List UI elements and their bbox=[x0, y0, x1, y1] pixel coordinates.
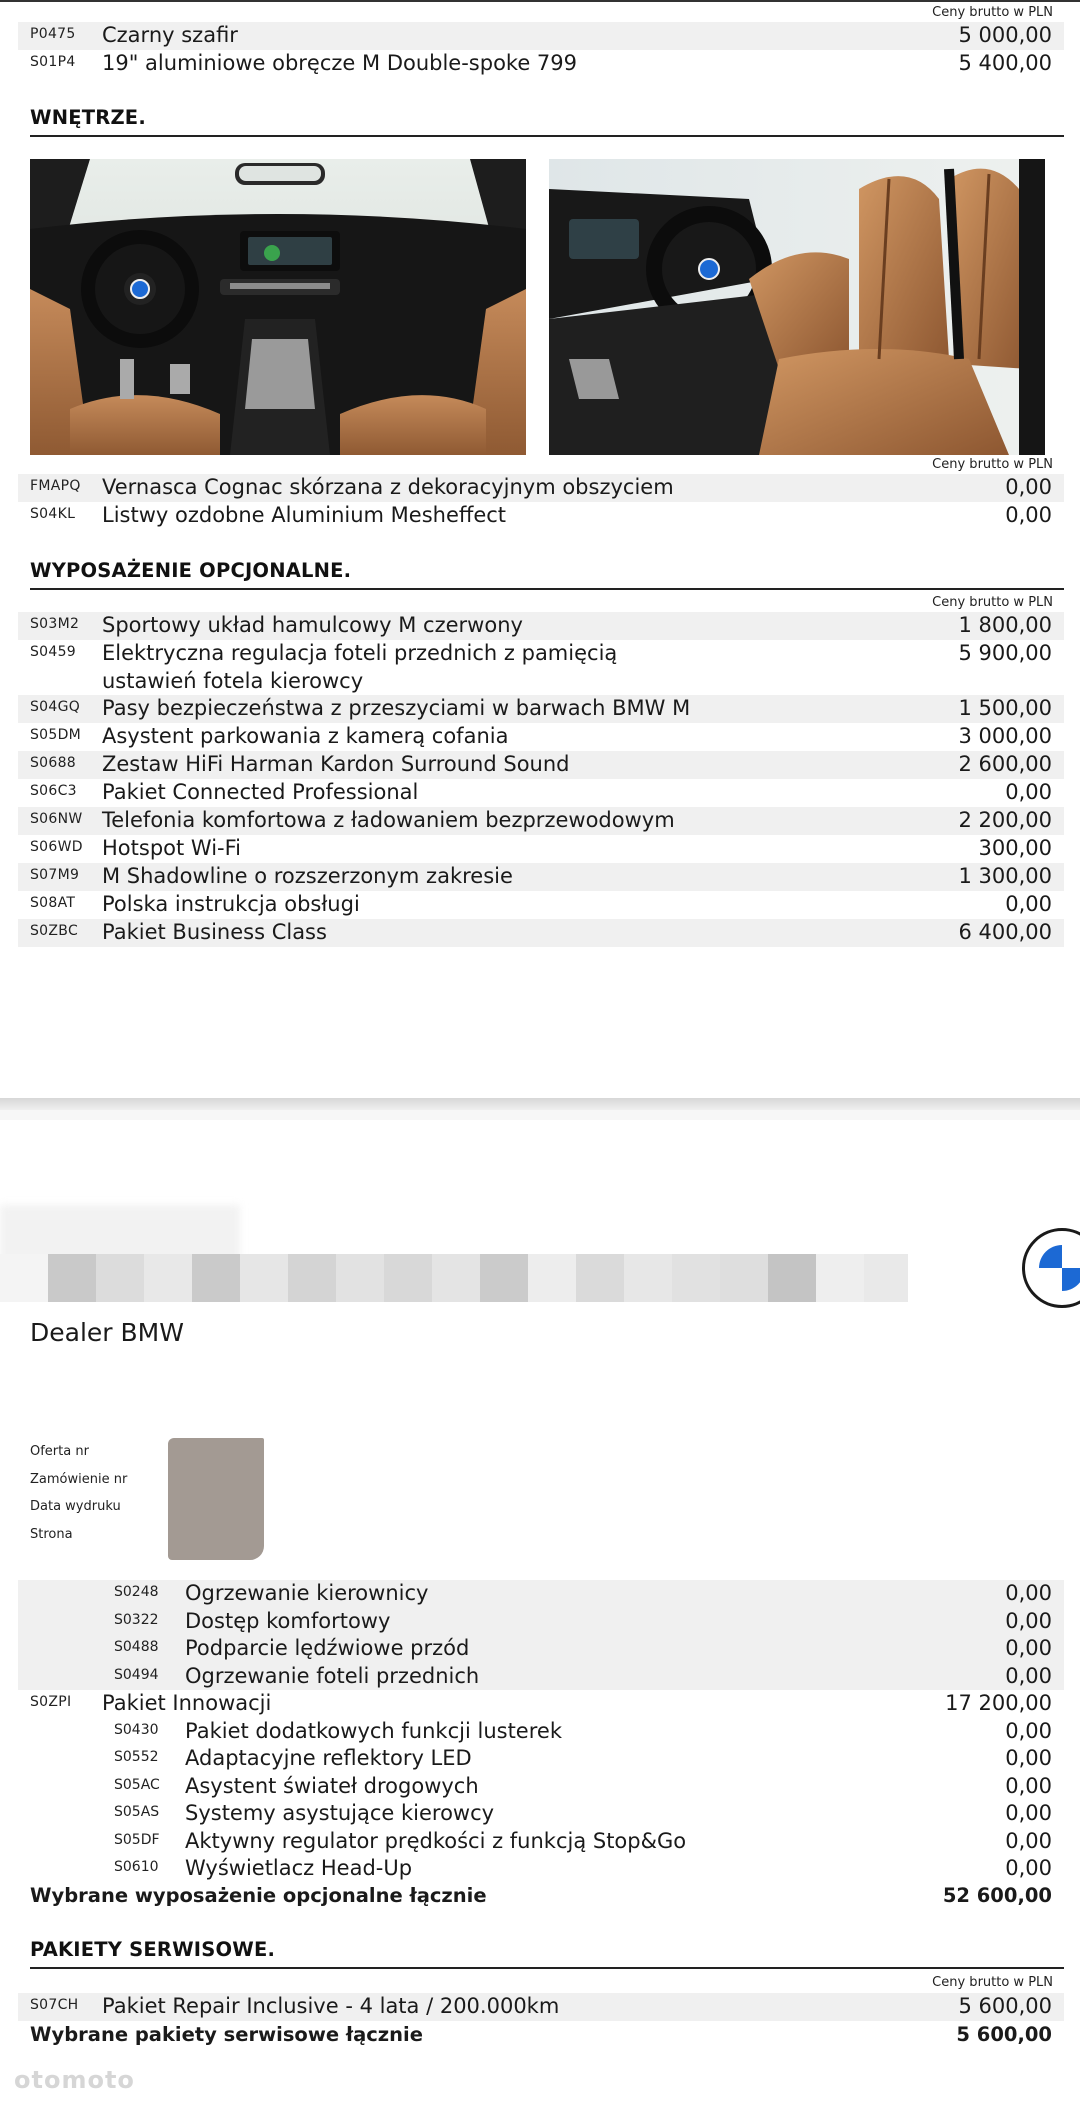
option-description: Wyświetlacz Head-Up bbox=[185, 1856, 413, 1880]
table-row bbox=[18, 723, 1064, 751]
price-column-header: Ceny brutto w PLN bbox=[932, 457, 1053, 472]
total-price: 52 600,00 bbox=[942, 1884, 1052, 1907]
option-code: P0475 bbox=[30, 26, 76, 42]
option-description: Podparcie lędźwiowe przód bbox=[185, 1636, 470, 1660]
option-price: 0,00 bbox=[1005, 1636, 1052, 1660]
option-price: 0,00 bbox=[1005, 1663, 1052, 1688]
option-price: 0,00 bbox=[1005, 780, 1052, 804]
table-row bbox=[18, 1993, 1064, 2021]
total-price: 5 600,00 bbox=[956, 2023, 1052, 2046]
option-description: Pasy bezpieczeństwa z przeszyciami w barwach BMW M bbox=[102, 696, 691, 720]
sub-option-code: S0430 bbox=[114, 1721, 159, 1738]
section-title-optional: WYPOSAŻENIE OPCJONALNE. bbox=[30, 559, 352, 582]
table-row bbox=[18, 1855, 1064, 1883]
option-description: Asystent parkowania z kamerą cofania bbox=[102, 724, 509, 748]
meta-label-page: Strona bbox=[30, 1527, 73, 1542]
option-code: S0459 bbox=[30, 644, 77, 660]
dealer-name: Dealer BMW bbox=[30, 1318, 184, 1347]
sub-option-code: S0488 bbox=[114, 1639, 159, 1655]
table-row bbox=[18, 863, 1064, 891]
option-code: S0ZBC bbox=[30, 923, 79, 939]
option-code: S07CH bbox=[30, 1997, 79, 2013]
option-price: 0,00 bbox=[1005, 503, 1052, 527]
sub-option-code: S0610 bbox=[114, 1859, 159, 1875]
blurred-header-block bbox=[432, 1254, 480, 1302]
table-row bbox=[18, 1580, 1064, 1608]
total-label: Wybrane pakiety serwisowe łącznie bbox=[30, 2023, 423, 2046]
option-price: 5 600,00 bbox=[958, 1994, 1052, 2018]
blurred-header-block bbox=[240, 1254, 288, 1302]
option-description: Aktywny regulator prędkości z funkcją Stop&Go bbox=[185, 1828, 687, 1853]
sub-option-code: S0248 bbox=[114, 1584, 159, 1600]
table-row bbox=[18, 1718, 1064, 1746]
sub-option-code: S0494 bbox=[114, 1666, 159, 1683]
option-price: 2 600,00 bbox=[958, 752, 1052, 776]
section-divider bbox=[30, 588, 1064, 590]
sub-option-code: S05DF bbox=[114, 1831, 160, 1848]
option-code: S0ZPI bbox=[30, 1694, 72, 1710]
option-price: 17 200,00 bbox=[945, 1691, 1052, 1715]
option-code: S08AT bbox=[30, 895, 76, 911]
sub-option-code: S0552 bbox=[114, 1749, 159, 1765]
blurred-header-block bbox=[384, 1254, 432, 1302]
blurred-header-block bbox=[48, 1254, 96, 1302]
total-label: Wybrane wyposażenie opcjonalne łącznie bbox=[30, 1884, 487, 1907]
table-row bbox=[18, 1663, 1064, 1691]
option-description: Sportowy układ hamulcowy M czerwony bbox=[102, 613, 523, 637]
table-row bbox=[18, 22, 1064, 50]
blurred-header-block bbox=[528, 1254, 576, 1302]
option-price: 0,00 bbox=[1005, 1856, 1052, 1880]
section-title-interior: WNĘTRZE. bbox=[30, 106, 146, 129]
option-price: 300,00 bbox=[978, 836, 1052, 860]
option-description: Czarny szafir bbox=[102, 23, 238, 47]
option-price: 0,00 bbox=[1005, 1608, 1052, 1633]
option-description: Telefonia komfortowa z ładowaniem bezprzewodowym bbox=[102, 808, 675, 832]
option-code: S04KL bbox=[30, 506, 76, 522]
service-total-row bbox=[18, 2021, 1064, 2049]
blurred-header-block bbox=[144, 1254, 192, 1302]
interior-seats-photo bbox=[549, 159, 1045, 455]
table-row bbox=[18, 1828, 1064, 1856]
blurred-header-block bbox=[192, 1254, 240, 1302]
blurred-header-block bbox=[576, 1254, 624, 1302]
page-break bbox=[0, 1098, 1080, 1110]
option-description: Pakiet dodatkowych funkcji lusterek bbox=[185, 1718, 562, 1743]
option-price: 0,00 bbox=[1005, 1828, 1052, 1853]
option-description: Pakiet Business Class bbox=[102, 920, 327, 944]
table-row bbox=[18, 1800, 1064, 1828]
page-break-shadow bbox=[0, 1110, 1080, 1120]
option-code: S05DM bbox=[30, 727, 82, 743]
option-price: 1 500,00 bbox=[958, 696, 1052, 720]
option-price: 5 900,00 bbox=[958, 641, 1052, 665]
option-price: 3 000,00 bbox=[958, 724, 1052, 748]
table-row bbox=[18, 835, 1064, 863]
table-row bbox=[18, 640, 1064, 695]
option-code: FMAPQ bbox=[30, 478, 81, 494]
blurred-header-block bbox=[480, 1254, 528, 1302]
option-code: S06C3 bbox=[30, 783, 77, 799]
option-code: S01P4 bbox=[30, 54, 76, 70]
bmw-roundel-icon bbox=[1039, 1245, 1080, 1291]
optional-total-row bbox=[18, 1882, 1064, 1910]
table-row bbox=[18, 891, 1064, 919]
option-description: Zestaw HiFi Harman Kardon Surround Sound bbox=[102, 752, 570, 776]
option-description: Hotspot Wi-Fi bbox=[102, 836, 242, 860]
option-price: 2 200,00 bbox=[958, 808, 1052, 832]
table-row bbox=[18, 919, 1064, 947]
table-row bbox=[18, 1690, 1064, 1718]
table-row bbox=[18, 612, 1064, 640]
table-row bbox=[18, 1745, 1064, 1773]
table-row bbox=[18, 50, 1064, 78]
option-code: S06WD bbox=[30, 839, 83, 855]
option-description: Pakiet Repair Inclusive - 4 lata / 200.000km bbox=[102, 1994, 560, 2018]
blurred-header-block bbox=[288, 1254, 336, 1302]
option-description: Ogrzewanie foteli przednich bbox=[185, 1663, 480, 1688]
price-column-header: Ceny brutto w PLN bbox=[932, 5, 1053, 20]
blurred-header-block bbox=[864, 1254, 908, 1302]
option-code: S06NW bbox=[30, 811, 83, 827]
section-title-service: PAKIETY SERWISOWE. bbox=[30, 1938, 276, 1961]
blurred-header-block bbox=[336, 1254, 384, 1302]
table-row bbox=[18, 474, 1064, 502]
section-divider bbox=[30, 135, 1064, 137]
meta-label-print-date: Data wydruku bbox=[30, 1499, 121, 1514]
table-row bbox=[18, 751, 1064, 779]
meta-label-order: Zamówienie nr bbox=[30, 1472, 128, 1487]
option-description: Polska instrukcja obsługi bbox=[102, 892, 360, 916]
option-price: 1 800,00 bbox=[958, 613, 1052, 637]
option-description: M Shadowline o rozszerzonym zakresie bbox=[102, 864, 513, 888]
option-description: Dostęp komfortowy bbox=[185, 1608, 391, 1633]
option-code: S04GQ bbox=[30, 699, 81, 715]
sub-option-code: S05AS bbox=[114, 1804, 160, 1820]
option-description: Elektryczna regulacja foteli przednich z pamięcią ustawień fotela kierowcy bbox=[102, 641, 618, 693]
option-description: Pakiet Innowacji bbox=[102, 1691, 272, 1715]
option-description: Ogrzewanie kierownicy bbox=[185, 1581, 429, 1605]
blurred-header-block bbox=[0, 1254, 48, 1302]
option-price: 5 000,00 bbox=[958, 23, 1052, 47]
option-price: 0,00 bbox=[1005, 1746, 1052, 1770]
price-column-header: Ceny brutto w PLN bbox=[932, 595, 1053, 610]
option-code: S07M9 bbox=[30, 867, 80, 883]
option-description: Asystent świateł drogowych bbox=[185, 1773, 479, 1798]
watermark: otomoto bbox=[14, 2066, 135, 2094]
option-description: 19" aluminiowe obręcze M Double-spoke 799 bbox=[102, 51, 578, 75]
blurred-header-block bbox=[96, 1254, 144, 1302]
option-price: 6 400,00 bbox=[958, 920, 1052, 944]
table-row bbox=[18, 807, 1064, 835]
blurred-header-block bbox=[672, 1254, 720, 1302]
blurred-header-block bbox=[768, 1254, 816, 1302]
option-price: 0,00 bbox=[1005, 1773, 1052, 1798]
table-row bbox=[18, 502, 1064, 530]
sub-option-code: S05AC bbox=[114, 1776, 160, 1793]
option-description: Listwy ozdobne Aluminium Mesheffect bbox=[102, 503, 507, 527]
option-description: Adaptacyjne reflektory LED bbox=[185, 1746, 472, 1770]
option-code: S03M2 bbox=[30, 616, 80, 632]
price-column-header: Ceny brutto w PLN bbox=[932, 1975, 1053, 1990]
top-border bbox=[0, 0, 1080, 2]
option-description: Systemy asystujące kierowcy bbox=[185, 1801, 495, 1825]
option-description: Pakiet Connected Professional bbox=[102, 780, 419, 804]
redacted-block bbox=[168, 1438, 264, 1560]
interior-dashboard-photo bbox=[30, 159, 526, 455]
option-price: 1 300,00 bbox=[958, 864, 1052, 888]
blurred-header-block bbox=[720, 1254, 768, 1302]
table-row bbox=[18, 695, 1064, 723]
option-price: 0,00 bbox=[1005, 475, 1052, 499]
table-row bbox=[18, 1773, 1064, 1801]
blurred-header-block bbox=[816, 1254, 864, 1302]
section-divider bbox=[30, 1967, 1064, 1969]
option-price: 5 400,00 bbox=[958, 51, 1052, 75]
option-description: Vernasca Cognac skórzana z dekoracyjnym obszyciem bbox=[102, 475, 674, 499]
option-price: 0,00 bbox=[1005, 892, 1052, 916]
option-code: S0688 bbox=[30, 755, 77, 771]
meta-label-offer: Oferta nr bbox=[30, 1444, 89, 1459]
option-price: 0,00 bbox=[1005, 1801, 1052, 1825]
option-price: 0,00 bbox=[1005, 1581, 1052, 1605]
sub-option-code: S0322 bbox=[114, 1611, 159, 1628]
option-price: 0,00 bbox=[1005, 1718, 1052, 1743]
bmw-logo bbox=[1022, 1228, 1080, 1308]
blurred-header-block bbox=[624, 1254, 672, 1302]
table-row bbox=[18, 1635, 1064, 1663]
table-row bbox=[18, 1608, 1064, 1636]
table-row bbox=[18, 779, 1064, 807]
